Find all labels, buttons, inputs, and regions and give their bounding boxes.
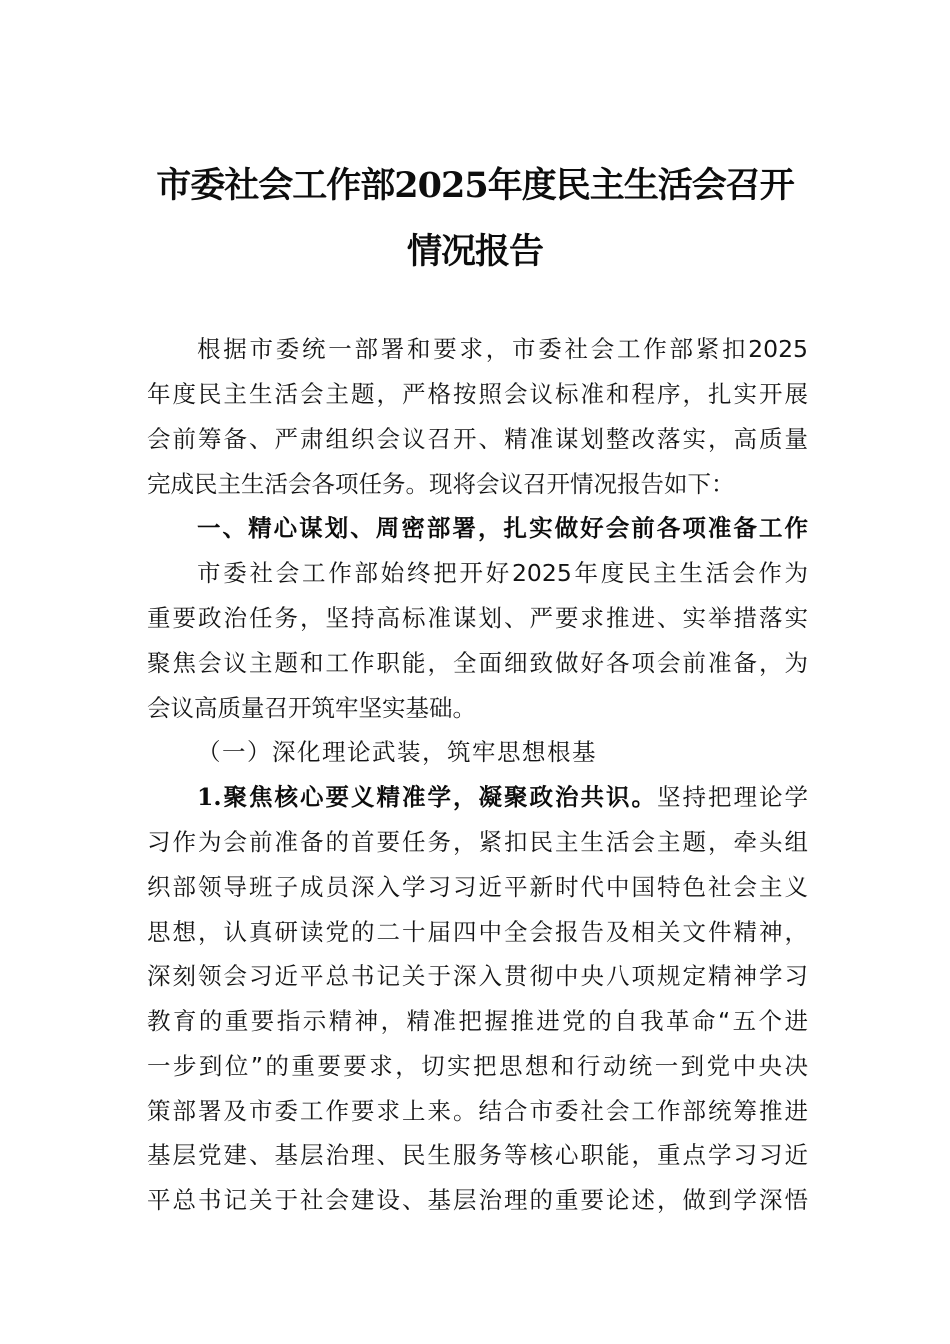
paragraph-line: 织部领导班子成员深入学习习近平新时代中国特色社会主义	[147, 873, 808, 901]
paragraph-line: 会前筹备、严肃组织会议召开、精准谋划整改落实，高质量	[147, 425, 808, 453]
section-heading: 一、精心谋划、周密部署，扎实做好会前各项准备工作	[197, 514, 808, 542]
paragraph-line: 市委社会工作部始终把开好2025年度民主生活会作为	[197, 559, 808, 587]
document-title-line-1: 市委社会工作部2025年度民主生活会召开	[156, 165, 794, 206]
paragraph-line: 基层党建、基层治理、民生服务等核心职能，重点学习习近	[147, 1141, 808, 1169]
paragraph-line: 习作为会前准备的首要任务，紧扣民主生活会主题，牵头组	[147, 828, 808, 856]
paragraph-line: 聚焦会议主题和工作职能，全面细致做好各项会前准备，为	[147, 649, 808, 677]
paragraph-line: 一步到位”的重要要求，切实把思想和行动统一到党中央决	[147, 1052, 808, 1080]
paragraph-line	[197, 775, 808, 819]
paragraph-line: 年度民主生活会主题，严格按照会议标准和程序，扎实开展	[147, 380, 808, 408]
subsection-heading: （一）深化理论武装，筑牢思想根基	[197, 738, 597, 766]
paragraph-line: 深刻领会习近平总书记关于深入贯彻中央八项规定精神学习	[147, 962, 808, 990]
paragraph-line: 思想，认真研读党的二十届四中全会报告及相关文件精神，	[147, 918, 808, 946]
item-lead-rest: 坚持把理论学	[657, 783, 808, 811]
item-lead-heading: 1.聚焦核心要义精准学，凝聚政治共识。	[197, 783, 657, 811]
paragraph-line: 重要政治任务，坚持高标准谋划、严要求推进、实举措落实	[147, 604, 808, 632]
paragraph-line: 根据市委统一部署和要求，市委社会工作部紧扣2025	[197, 335, 808, 363]
paragraph-line: 完成民主生活会各项任务。现将会议召开情况报告如下：	[147, 470, 735, 498]
document-title-line-2: 情况报告	[406, 231, 543, 272]
paragraph-line: 教育的重要指示精神，精准把握推进党的自我革命“五个进	[147, 1007, 808, 1035]
paragraph-line: 平总书记关于社会建设、基层治理的重要论述，做到学深悟	[147, 1186, 808, 1214]
paragraph-line: 会议高质量召开筑牢坚实基础。	[147, 694, 476, 722]
paragraph-line: 策部署及市委工作要求上来。结合市委社会工作部统筹推进	[147, 1097, 808, 1125]
